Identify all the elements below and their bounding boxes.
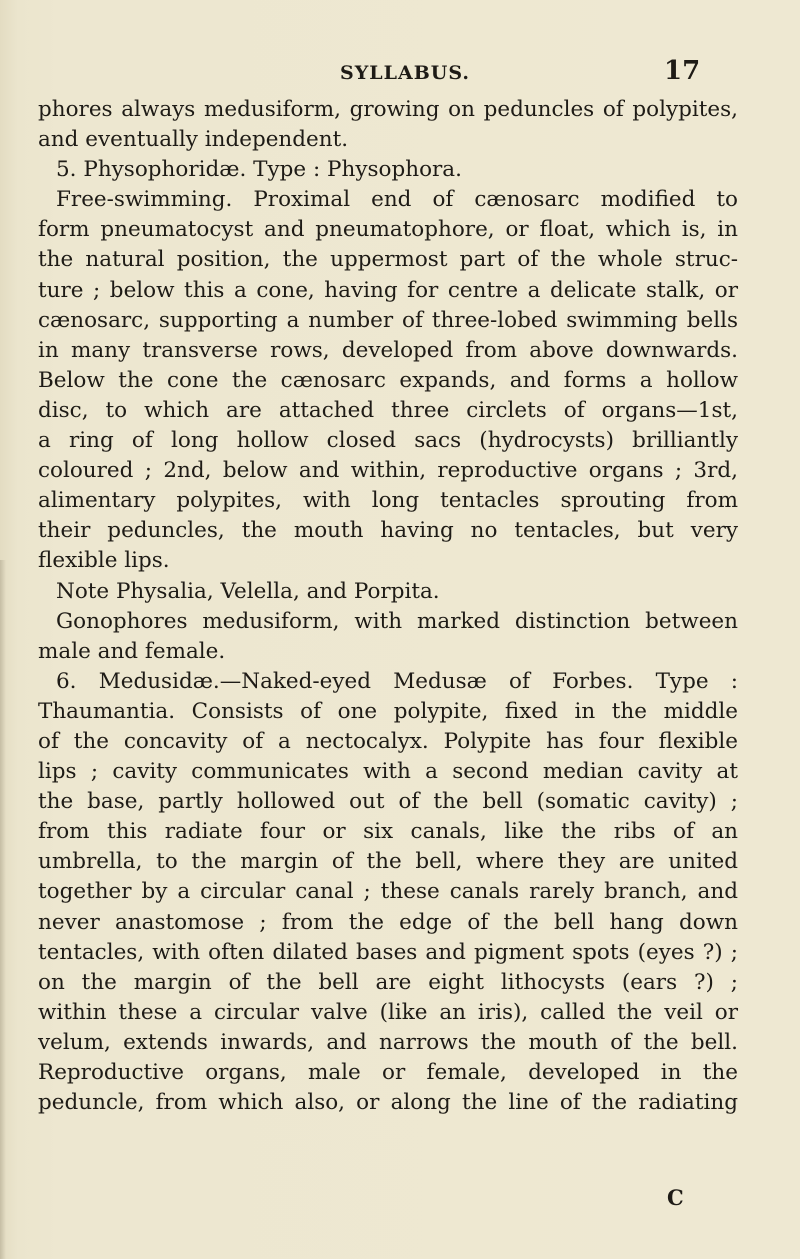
text-line: the natural position, the uppermost part of the whole struc-: [38, 247, 738, 273]
page-number: 17: [664, 56, 701, 86]
text-line: ture ; below this a cone, having for centre a delicate stalk, or: [38, 277, 738, 303]
body-text: [38, 95, 738, 1118]
text-line: and eventually independent.: [38, 127, 349, 153]
text-line: on the margin of the bell are eight lithocysts (ears ?) ;: [38, 969, 738, 995]
text-line: alimentary polypites, with long tentacles sprouting from: [38, 488, 738, 514]
signature-mark: C: [667, 1185, 684, 1210]
text-line: lips ; cavity communicates with a second median cavity at: [38, 759, 738, 785]
text-line: velum, extends inwards, and narrows the mouth of the bell.: [38, 1029, 738, 1055]
section-heading-medusidae: 6. Medusidæ.—Naked-eyed Medusæ of Forbes. Type :: [56, 668, 738, 694]
text-line: disc, to which are attached three circlets of organs—1st,: [38, 397, 738, 423]
text-line: in many transverse rows, developed from above downwards.: [38, 337, 738, 363]
text-line: umbrella, to the margin of the bell, where they are united: [38, 849, 738, 875]
text-line: coloured ; 2nd, below and within, reproductive organs ; 3rd,: [38, 458, 738, 484]
text-line: Note Physalia, Velella, and Porpita.: [56, 578, 440, 604]
section-heading-physophoridae: 5. Physophoridæ. Type : Physophora.: [56, 157, 462, 183]
text-line: flexible lips.: [38, 548, 170, 574]
text-line: tentacles, with often dilated bases and pigment spots (eyes ?) ;: [38, 939, 738, 965]
text-line: male and female.: [38, 638, 226, 664]
text-line: Below the cone the cænosarc expands, and forms a hollow: [38, 367, 738, 393]
text-line: the base, partly hollowed out of the bell (somatic cavity) ;: [38, 789, 738, 815]
text-line: cænosarc, supporting a number of three-lobed swimming bells: [38, 307, 738, 333]
text-line: never anastomose ; from the edge of the bell hang down: [38, 909, 738, 935]
text-line: together by a circular canal ; these canals rarely branch, and: [38, 879, 738, 905]
text-line: form pneumatocyst and pneumatophore, or float, which is, in: [38, 217, 738, 243]
text-line: Reproductive organs, male or female, developed in the: [38, 1060, 738, 1085]
text-line: their peduncles, the mouth having no tentacles, but very: [38, 518, 738, 544]
page-edge-shadow: [0, 560, 6, 1259]
text-line: a ring of long hollow closed sacs (hydrocysts) brilliantly: [38, 428, 738, 454]
text-line: Thaumantia. Consists of one polypite, fixed in the middle: [38, 698, 738, 724]
text-line: within these a circular valve (like an iris), called the veil or: [38, 999, 738, 1025]
text-line: from this radiate four or six canals, like the ribs of an: [38, 819, 738, 845]
text-line: peduncle, from which also, or along the line of the radiating: [38, 1090, 738, 1116]
text-line: Gonophores medusiform, with marked distinction between: [56, 608, 738, 634]
text-line: Free-swimming. Proximal end of cænosarc modified to: [56, 187, 738, 213]
text-line: phores always medusiform, growing on peduncles of polypites,: [38, 97, 738, 122]
running-head: SYLLABUS.: [340, 62, 471, 84]
text-line: of the concavity of a nectocalyx. Polypite has four flexible: [38, 728, 738, 754]
